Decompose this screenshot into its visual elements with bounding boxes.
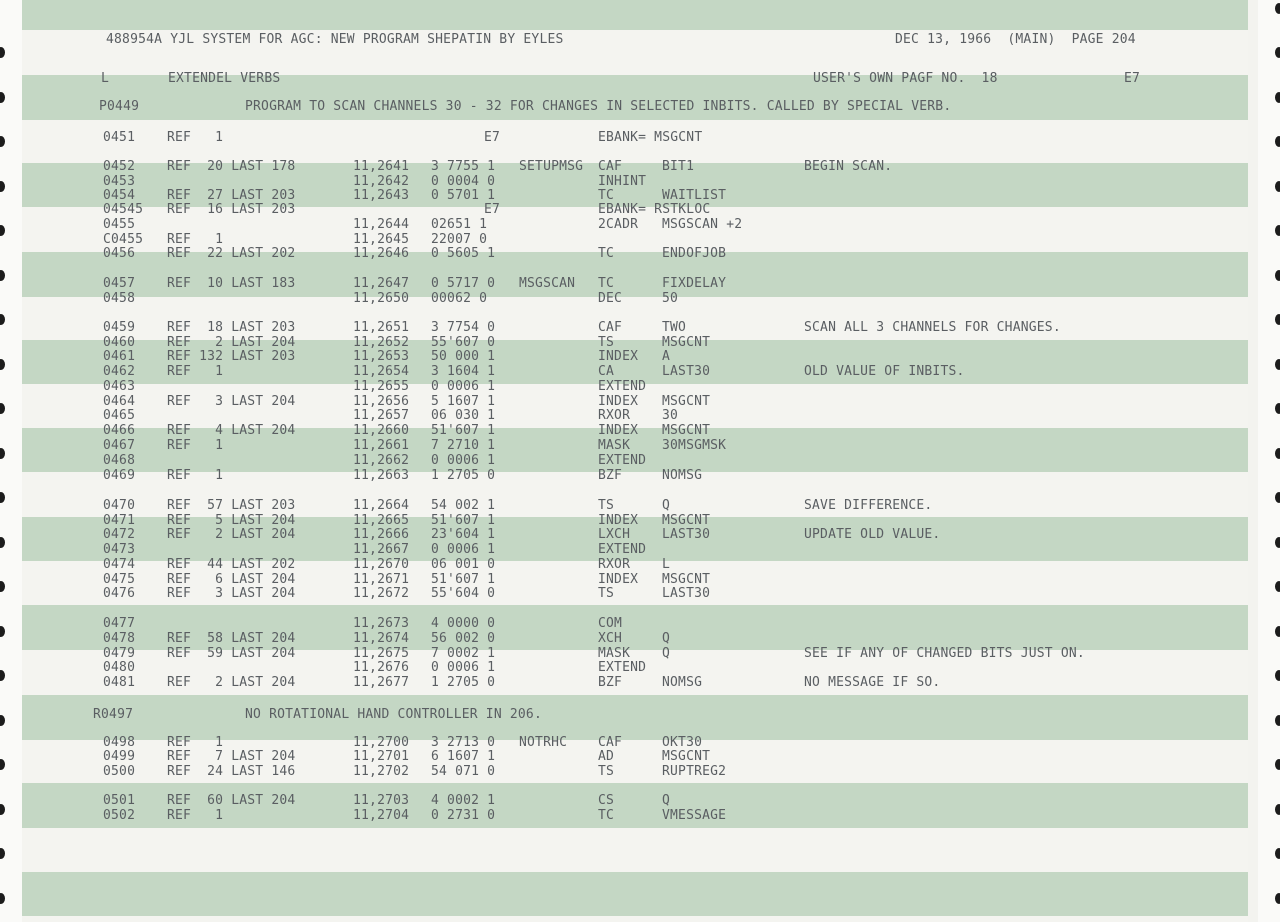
listing-line: 0467 [103,438,136,453]
listing-line: 0470 [103,498,136,513]
section-comment: PROGRAM TO SCAN CHANNELS 30 - 32 FOR CHANGES IN SELECTED INBITS. CALLED BY SPECIAL VERB. [245,99,952,114]
tractor-hole [1275,759,1280,770]
tractor-hole [1275,537,1280,548]
tractor-hole [1275,270,1280,281]
listing-code: 06 030 1 [431,408,496,423]
listing-ref: REF 4 LAST 204 [167,423,296,438]
listing-ref: REF 27 LAST 203 [167,188,296,203]
tractor-hole [0,359,5,370]
listing-ref: REF 1 [167,735,224,750]
tractor-hole [1275,804,1280,815]
tractor-hole [0,270,5,281]
listing-addr: 11,2647 [353,276,410,291]
listing-code: 02651 1 [431,217,488,232]
listing-line: 0458 [103,291,136,306]
listing-op: TS [598,764,615,779]
listing-line: 0463 [103,379,136,394]
listing-code: 54 002 1 [431,498,496,513]
listing-line: 0472 [103,527,136,542]
listing-op: EXTEND [598,542,647,557]
listing-op: COM [598,616,623,631]
tractor-hole [1275,492,1280,503]
listing-op: EXTEND [598,660,647,675]
tractor-hole [1275,626,1280,637]
listing-comment: UPDATE OLD VALUE. [804,527,941,542]
listing-op: MASK [598,438,631,453]
listing-operand: A [662,349,671,364]
listing-addr: 11,2702 [353,764,410,779]
listing-code: 55'604 0 [431,586,496,601]
listing-operand: ENDOFJOB [662,246,727,261]
listing-operand: LAST30 [662,527,711,542]
listing-line: 0498 [103,735,136,750]
listing-pseudo: EBANK= RSTKLOC [598,202,711,217]
listing-code: 0 0006 1 [431,542,496,557]
listing-code: 7 0002 1 [431,646,496,661]
listing-addr: 11,2700 [353,735,410,750]
listing-operand: RUPTREG2 [662,764,727,779]
listing-line: 0452 [103,159,136,174]
tractor-hole [0,136,5,147]
tractor-hole [0,92,5,103]
listing-addr: 11,2670 [353,557,410,572]
listing-code: 7 2710 1 [431,438,496,453]
listing-line: 0465 [103,408,136,423]
listing-operand: LAST30 [662,364,711,379]
listing-ref: REF 2 LAST 204 [167,675,296,690]
listing-code: 3 7755 1 [431,159,496,174]
listing-code: 4 0002 1 [431,793,496,808]
listing-code: 0 2731 0 [431,808,496,823]
listing-op: TS [598,498,615,513]
subheader-title: EXTENDEL VERBS [168,71,281,86]
listing-addr: 11,2671 [353,572,410,587]
header-title: 488954A YJL SYSTEM FOR AGC: NEW PROGRAM SHEPATIN BY EYLES [106,32,564,47]
listing-ref: REF 1 [167,468,224,483]
left-tractor-edge [0,0,22,922]
listing-addr: 11,2656 [353,394,410,409]
listing-ref: REF 5 LAST 204 [167,513,296,528]
subheader-user-page: USER'S OWN PAGF NO. 18 [813,71,998,86]
listing-addr: 11,2664 [353,498,410,513]
listing-addr: 11,2663 [353,468,410,483]
listing-line: 0455 [103,217,136,232]
listing-ref: REF 18 LAST 203 [167,320,296,335]
listing-code: 0 0006 1 [431,660,496,675]
listing-addr: 11,2662 [353,453,410,468]
listing-line: 0460 [103,335,136,350]
section-id: R0497 [93,707,134,722]
listing-op: TS [598,335,615,350]
listing-line: 0477 [103,616,136,631]
listing-ref: REF 1 [167,130,224,145]
listing-line: 0478 [103,631,136,646]
listing-operand: TWO [662,320,687,335]
listing-operand: FIXDELAY [662,276,727,291]
listing-line: 0500 [103,764,136,779]
listing-bank-mark: E7 [484,130,501,145]
listing-operand: LAST30 [662,586,711,601]
listing-ref: REF 60 LAST 204 [167,793,296,808]
listing-code: 0 0004 0 [431,174,496,189]
listing-addr: 11,2643 [353,188,410,203]
listing-addr: 11,2674 [353,631,410,646]
listing-op: CAF [598,735,623,750]
listing-pseudo: EBANK= MSGCNT [598,130,703,145]
listing-line: 0454 [103,188,136,203]
green-band [22,0,1248,30]
listing-op: CS [598,793,615,808]
listing-label: SETUPMSG [519,159,584,174]
listing-op: 2CADR [598,217,639,232]
listing-code: 0 0006 1 [431,379,496,394]
tractor-hole [1275,581,1280,592]
listing-comment: NO MESSAGE IF SO. [804,675,941,690]
listing-code: 4 0000 0 [431,616,496,631]
listing-addr: 11,2655 [353,379,410,394]
listing-op: INDEX [598,423,639,438]
listing-line: 0466 [103,423,136,438]
listing-line: 0480 [103,660,136,675]
tractor-hole [0,804,5,815]
listing-code: 06 001 0 [431,557,496,572]
right-tractor-edge [1258,0,1280,922]
listing-op: INDEX [598,394,639,409]
green-band [22,695,1248,740]
listing-addr: 11,2652 [353,335,410,350]
green-band [22,872,1248,916]
listing-line: 04545 [103,202,144,217]
listing-ref: REF 24 LAST 146 [167,764,296,779]
tractor-hole [1275,448,1280,459]
tractor-hole [1275,314,1280,325]
listing-ref: REF 6 LAST 204 [167,572,296,587]
listing-code: 3 2713 0 [431,735,496,750]
tractor-hole [0,715,5,726]
tractor-hole [0,848,5,859]
listing-ref: REF 16 LAST 203 [167,202,296,217]
listing-line: 0453 [103,174,136,189]
listing-comment: SEE IF ANY OF CHANGED BITS JUST ON. [804,646,1085,661]
listing-operand: 30 [662,408,679,423]
section-comment: NO ROTATIONAL HAND CONTROLLER IN 206. [245,707,542,722]
listing-line: 0459 [103,320,136,335]
listing-op: TC [598,246,615,261]
listing-code: 0 5701 1 [431,188,496,203]
listing-op: TC [598,188,615,203]
listing-addr: 11,2701 [353,749,410,764]
listing-op: BZF [598,675,623,690]
tractor-hole [1275,136,1280,147]
tractor-hole [1275,403,1280,414]
listing-ref: REF 1 [167,232,224,247]
listing-code: 55'607 0 [431,335,496,350]
listing-op: AD [598,749,615,764]
tractor-hole [0,314,5,325]
listing-addr: 11,2704 [353,808,410,823]
listing-code: 1 2705 0 [431,675,496,690]
listing-addr: 11,2666 [353,527,410,542]
listing-line: C0455 [103,232,144,247]
listing-op: DEC [598,291,623,306]
listing-code: 22007 0 [431,232,488,247]
tractor-hole [0,537,5,548]
listing-line: 0456 [103,246,136,261]
listing-op: XCH [598,631,623,646]
tractor-hole [1275,92,1280,103]
listing-op: INDEX [598,572,639,587]
listing-code: 50 000 1 [431,349,496,364]
tractor-hole [0,403,5,414]
listing-op: TC [598,808,615,823]
listing-op: CAF [598,320,623,335]
listing-op: TC [598,276,615,291]
listing-line: 0464 [103,394,136,409]
listing-operand: Q [662,646,671,661]
listing-operand: NOMSG [662,675,703,690]
listing-line: 0479 [103,646,136,661]
listing-code: 6 1607 1 [431,749,496,764]
listing-line: 0461 [103,349,136,364]
listing-code: 0 5717 0 [431,276,496,291]
listing-addr: 11,2672 [353,586,410,601]
listing-addr: 11,2661 [353,438,410,453]
listing-operand: OKT30 [662,735,703,750]
listing-operand: Q [662,498,671,513]
listing-operand: 30MSGMSK [662,438,727,453]
listing-addr: 11,2667 [353,542,410,557]
listing-op: LXCH [598,527,631,542]
listing-addr: 11,2644 [353,217,410,232]
listing-addr: 11,2653 [353,349,410,364]
listing-line: 0468 [103,453,136,468]
listing-op: RXOR [598,557,631,572]
listing-operand: WAITLIST [662,188,727,203]
tractor-hole [0,47,5,58]
listing-addr: 11,2646 [353,246,410,261]
listing-ref: REF 58 LAST 204 [167,631,296,646]
tractor-hole [1275,47,1280,58]
tractor-hole [0,759,5,770]
listing-line: 0502 [103,808,136,823]
listing-op: CAF [598,159,623,174]
listing-addr: 11,2641 [353,159,410,174]
listing-addr: 11,2673 [353,616,410,631]
subheader-bank: E7 [1124,71,1141,86]
listing-ref: REF 59 LAST 204 [167,646,296,661]
listing-code: 1 2705 0 [431,468,496,483]
listing-code: 51'607 1 [431,423,496,438]
listing-addr: 11,2650 [353,291,410,306]
listing-addr: 11,2645 [353,232,410,247]
tractor-hole [0,670,5,681]
listing-comment: BEGIN SCAN. [804,159,893,174]
listing-ref: REF 2 LAST 204 [167,527,296,542]
listing-addr: 11,2657 [353,408,410,423]
tractor-hole [1275,225,1280,236]
tractor-hole [1275,3,1280,14]
tractor-hole [1275,670,1280,681]
listing-op: INDEX [598,513,639,528]
listing-operand: MSGCNT [662,394,711,409]
tractor-hole [1275,848,1280,859]
listing-ref: REF 7 LAST 204 [167,749,296,764]
listing-op: EXTEND [598,453,647,468]
listing-ref: REF 1 [167,364,224,379]
listing-line: 0457 [103,276,136,291]
listing-op: TS [598,586,615,601]
listing-line: 0499 [103,749,136,764]
listing-op: INHINT [598,174,647,189]
listing-comment: OLD VALUE OF INBITS. [804,364,965,379]
tractor-hole [0,181,5,192]
tractor-hole [0,626,5,637]
listing-line: 0475 [103,572,136,587]
tractor-hole [0,225,5,236]
listing-line: 0469 [103,468,136,483]
listing-operand: MSGCNT [662,749,711,764]
listing-code: 51'607 1 [431,513,496,528]
listing-operand: Q [662,793,671,808]
tractor-hole [0,893,5,904]
listing-operand: MSGCNT [662,572,711,587]
listing-ref: REF 132 LAST 203 [167,349,296,364]
listing-line: 0451 [103,130,136,145]
listing-addr: 11,2665 [353,513,410,528]
listing-op: INDEX [598,349,639,364]
tractor-hole [1275,893,1280,904]
listing-label: NOTRHC [519,735,568,750]
listing-line: 0471 [103,513,136,528]
listing-code: 51'607 1 [431,572,496,587]
listing-code: 0 0006 1 [431,453,496,468]
listing-operand: BIT1 [662,159,695,174]
listing-code: 3 1604 1 [431,364,496,379]
listing-op: RXOR [598,408,631,423]
tractor-hole [0,448,5,459]
listing-addr: 11,2642 [353,174,410,189]
listing-code: 23'604 1 [431,527,496,542]
listing-op: EXTEND [598,379,647,394]
listing-code: 3 7754 0 [431,320,496,335]
listing-comment: SAVE DIFFERENCE. [804,498,933,513]
listing-addr: 11,2660 [353,423,410,438]
listing-line: 0462 [103,364,136,379]
listing-code: 56 002 0 [431,631,496,646]
listing-operand: MSGCNT [662,423,711,438]
listing-paper [22,0,1248,922]
header-date-page: DEC 13, 1966 (MAIN) PAGE 204 [895,32,1136,47]
listing-ref: REF 1 [167,808,224,823]
listing-operand: NOMSG [662,468,703,483]
listing-operand: L [662,557,671,572]
listing-code: 0 5605 1 [431,246,496,261]
listing-op: BZF [598,468,623,483]
listing-line: 0501 [103,793,136,808]
listing-code: 00062 0 [431,291,488,306]
tractor-hole [0,492,5,503]
tractor-hole [1275,359,1280,370]
listing-code: 5 1607 1 [431,394,496,409]
listing-operand: MSGCNT [662,335,711,350]
listing-op: MASK [598,646,631,661]
listing-ref: REF 1 [167,438,224,453]
listing-operand: MSGSCAN +2 [662,217,743,232]
listing-operand: 50 [662,291,679,306]
listing-line: 0476 [103,586,136,601]
tractor-hole [1275,181,1280,192]
listing-ref: REF 20 LAST 178 [167,159,296,174]
listing-ref: REF 44 LAST 202 [167,557,296,572]
listing-addr: 11,2703 [353,793,410,808]
listing-ref: REF 57 LAST 203 [167,498,296,513]
listing-operand: VMESSAGE [662,808,727,823]
listing-comment: SCAN ALL 3 CHANNELS FOR CHANGES. [804,320,1061,335]
listing-label: MSGSCAN [519,276,576,291]
listing-op: CA [598,364,615,379]
section-id: P0449 [99,99,140,114]
listing-operand: Q [662,631,671,646]
listing-addr: 11,2677 [353,675,410,690]
listing-ref: REF 2 LAST 204 [167,335,296,350]
listing-code: 54 071 0 [431,764,496,779]
listing-line: 0481 [103,675,136,690]
listing-addr: 11,2651 [353,320,410,335]
listing-line: 0474 [103,557,136,572]
listing-ref: REF 3 LAST 204 [167,586,296,601]
listing-bank-mark: E7 [484,202,501,217]
listing-addr: 11,2676 [353,660,410,675]
listing-ref: REF 22 LAST 202 [167,246,296,261]
tractor-hole [1275,715,1280,726]
subheader-type-code: L [101,71,110,86]
listing-line: 0473 [103,542,136,557]
listing-addr: 11,2675 [353,646,410,661]
listing-ref: REF 10 LAST 183 [167,276,296,291]
listing-operand: MSGCNT [662,513,711,528]
tractor-hole [0,581,5,592]
listing-ref: REF 3 LAST 204 [167,394,296,409]
listing-addr: 11,2654 [353,364,410,379]
